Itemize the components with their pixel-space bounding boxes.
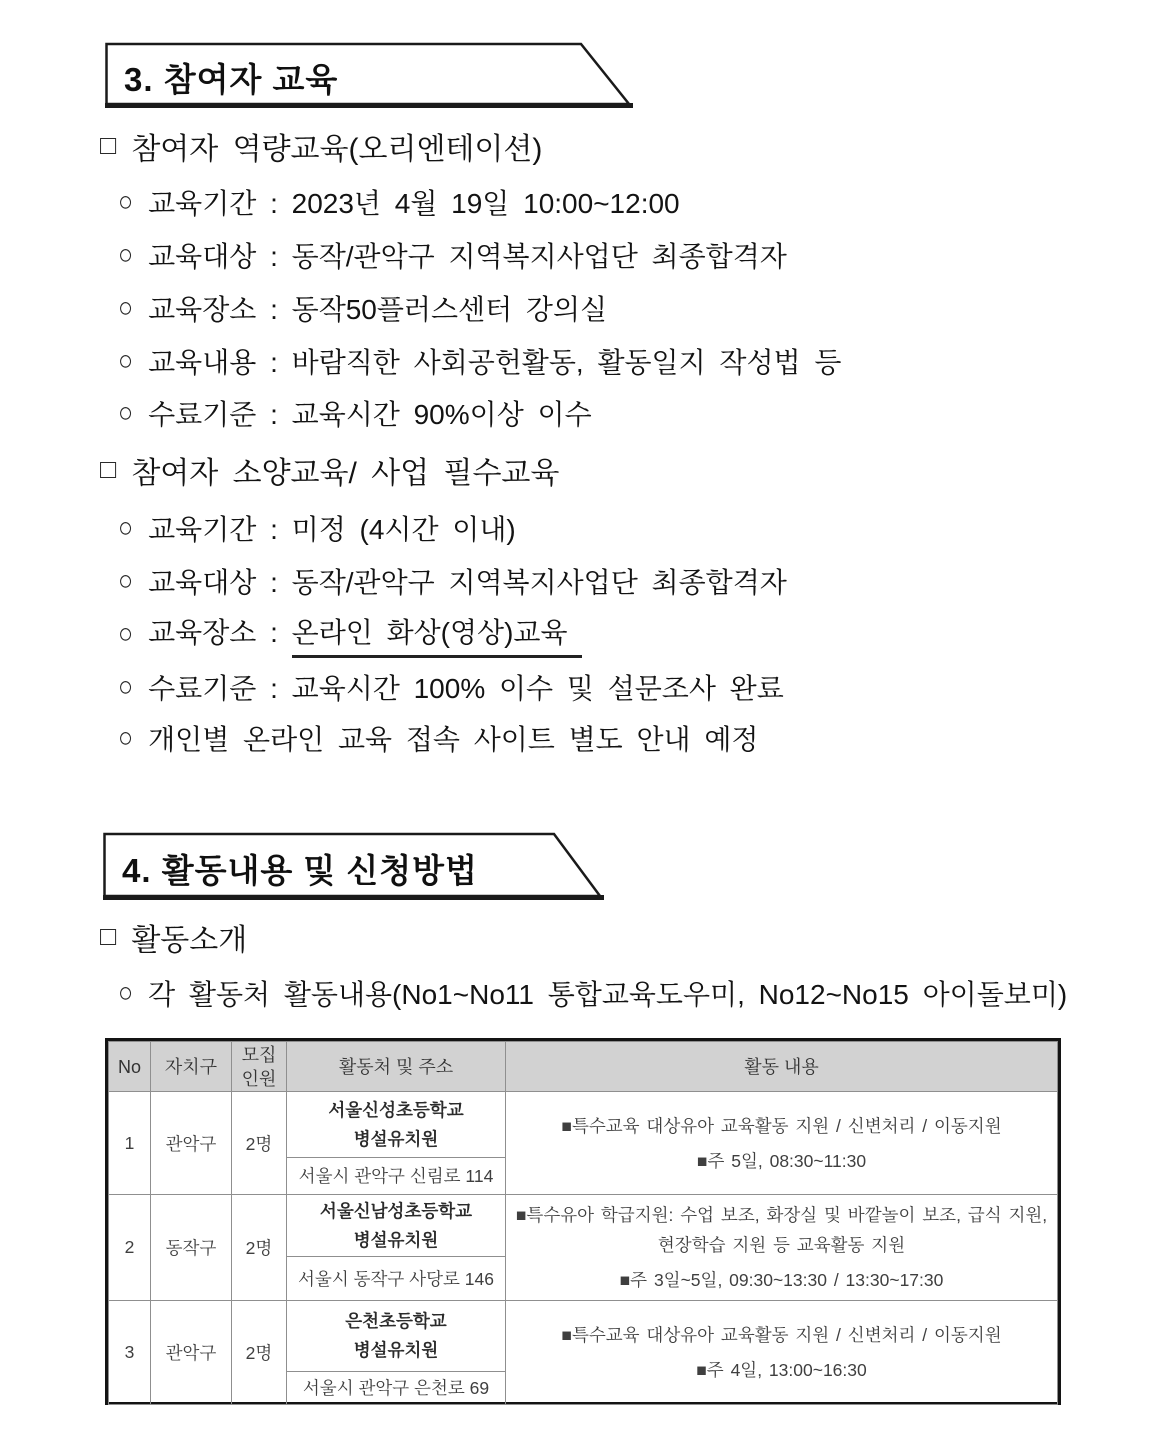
edu2-target-text: 교육대상 : 동작/관악구 지역복지사업단 최종합격자 xyxy=(148,567,787,598)
activity-intro-line xyxy=(118,974,1067,1012)
cell-no: 1 xyxy=(109,1092,151,1195)
header-recruit xyxy=(232,1042,287,1092)
cell-district: 관악구 xyxy=(151,1301,232,1405)
cell-content xyxy=(506,1195,1058,1301)
circle-bullet-icon: ○ xyxy=(118,291,134,324)
cell-no: 3 xyxy=(109,1301,151,1405)
edu2-place-underlined: 온라인 화상(영상)교육 xyxy=(292,611,582,658)
edu2-notice-line xyxy=(118,719,758,757)
edu2-pass-line xyxy=(118,668,784,706)
place-name-line1: 서울신성초등학교 xyxy=(328,1099,464,1120)
table-header-row xyxy=(109,1042,1058,1092)
content-line1: ■특수교육 대상유아 교육활동 지원 / 신변처리 / 이동지원 xyxy=(561,1325,1002,1345)
header-place: 활동처 및 주소 xyxy=(287,1042,506,1092)
circle-bullet-icon: ○ xyxy=(118,344,134,377)
edu2-place-prefix: 교육장소 : xyxy=(148,616,292,648)
section3-title: 3. 참여자 교육 xyxy=(124,61,339,98)
content-line2: ■주 5일, 08:30~11:30 xyxy=(696,1150,867,1171)
cell-count: 2명 xyxy=(232,1301,287,1405)
sub2-heading xyxy=(100,451,559,489)
edu-place-text: 교육장소 : 동작50플러스센터 강의실 xyxy=(148,294,608,325)
edu-target-line xyxy=(118,236,787,274)
circle-bullet-icon: ○ xyxy=(118,238,134,271)
edu-content-line xyxy=(118,342,841,380)
cell-address: 서울시 관악구 신림로 114 xyxy=(287,1158,506,1195)
edu-content-text: 교육내용 : 바람직한 사회공헌활동, 활동일지 작성법 등 xyxy=(148,347,842,378)
edu2-target-line xyxy=(118,562,787,600)
place-name-line1: 은천초등학교 xyxy=(345,1311,447,1331)
table-row xyxy=(109,1301,1058,1372)
square-bullet-icon: □ xyxy=(100,453,117,484)
cell-no: 2 xyxy=(109,1195,151,1301)
header-content: 활동 내용 xyxy=(506,1042,1058,1092)
content-line2: ■주 3일~5일, 09:30~13:30 / 13:30~17:30 xyxy=(619,1270,944,1290)
header-no: No xyxy=(109,1042,151,1092)
edu2-pass-text: 수료기준 : 교육시간 100% 이수 및 설문조사 완료 xyxy=(148,673,784,704)
cell-count: 2명 xyxy=(232,1195,287,1301)
cell-address: 서울시 관악구 은천로 69 xyxy=(287,1372,506,1405)
header-district: 자치구 xyxy=(151,1042,232,1092)
circle-bullet-icon: ○ xyxy=(118,396,134,429)
header-recruit-line2: 인원 xyxy=(241,1068,277,1089)
edu2-period-text: 교육기간 : 미정 (4시간 이내) xyxy=(148,514,516,545)
edu-pass-line xyxy=(118,394,592,432)
section4-title: 4. 활동내용 및 신청방법 xyxy=(122,852,478,889)
cell-count: 2명 xyxy=(232,1092,287,1195)
cell-place-name xyxy=(287,1092,506,1158)
circle-bullet-icon: ○ xyxy=(118,564,134,597)
circle-bullet-icon: ○ xyxy=(118,185,134,218)
activity-table xyxy=(105,1038,1061,1405)
content-line2: ■주 4일, 13:00~16:30 xyxy=(696,1360,867,1380)
activity-intro-heading xyxy=(100,918,247,956)
place-name-line2: 병설유치원 xyxy=(353,1229,439,1250)
square-bullet-icon: □ xyxy=(100,129,117,160)
table-row xyxy=(109,1195,1058,1257)
content-line1: ■특수유아 학급지원: 수업 보조, 화장실 및 바깥놀이 보조, 급식 지원, 현장학습 지원 등 교육활동 지원 xyxy=(515,1205,1048,1255)
place-name-line1: 서울신남성초등학교 xyxy=(319,1200,473,1221)
sub1-heading-label: 참여자 역량교육(오리엔테이션) xyxy=(131,133,543,166)
sub1-heading xyxy=(100,127,542,165)
circle-bullet-icon: ○ xyxy=(118,721,134,754)
content-line1: ■특수교육 대상유아 교육활동 지원 / 신변처리 / 이동지원 xyxy=(561,1115,1002,1136)
cell-district: 동작구 xyxy=(151,1195,232,1301)
cell-place-name xyxy=(287,1301,506,1372)
cell-content xyxy=(506,1301,1058,1405)
circle-bullet-icon: ○ xyxy=(118,511,134,544)
circle-bullet-icon: ○ xyxy=(118,617,134,650)
cell-address: 서울시 동작구 사당로 146 xyxy=(287,1257,506,1301)
square-bullet-icon: □ xyxy=(100,920,117,951)
cell-place-name xyxy=(287,1195,506,1257)
place-name-line2: 병설유치원 xyxy=(353,1340,439,1360)
edu-period-line xyxy=(118,183,680,221)
activity-intro-text: 각 활동처 활동내용(No1~No11 통합교육도우미, No12~No15 아이돌보미) xyxy=(148,979,1068,1010)
edu2-place-text xyxy=(148,611,581,658)
circle-bullet-icon: ○ xyxy=(118,976,134,1009)
header-recruit-line1: 모집 xyxy=(241,1044,277,1065)
cell-content xyxy=(506,1092,1058,1195)
edu2-period-line xyxy=(118,509,516,547)
edu-period-text: 교육기간 : 2023년 4월 19일 10:00~12:00 xyxy=(148,188,680,219)
table-row xyxy=(109,1092,1058,1158)
edu-place-line xyxy=(118,289,607,327)
circle-bullet-icon: ○ xyxy=(118,670,134,703)
edu-pass-text: 수료기준 : 교육시간 90%이상 이수 xyxy=(148,399,592,430)
edu2-notice-text: 개인별 온라인 교육 접속 사이트 별도 안내 예정 xyxy=(148,724,759,755)
sub2-heading-label: 참여자 소양교육/ 사업 필수교육 xyxy=(131,457,560,490)
place-name-line2: 병설유치원 xyxy=(353,1128,439,1149)
activity-intro-label: 활동소개 xyxy=(131,924,248,957)
edu-target-text: 교육대상 : 동작/관악구 지역복지사업단 최종합격자 xyxy=(148,241,787,272)
cell-district: 관악구 xyxy=(151,1092,232,1195)
edu2-place-line xyxy=(118,615,582,653)
